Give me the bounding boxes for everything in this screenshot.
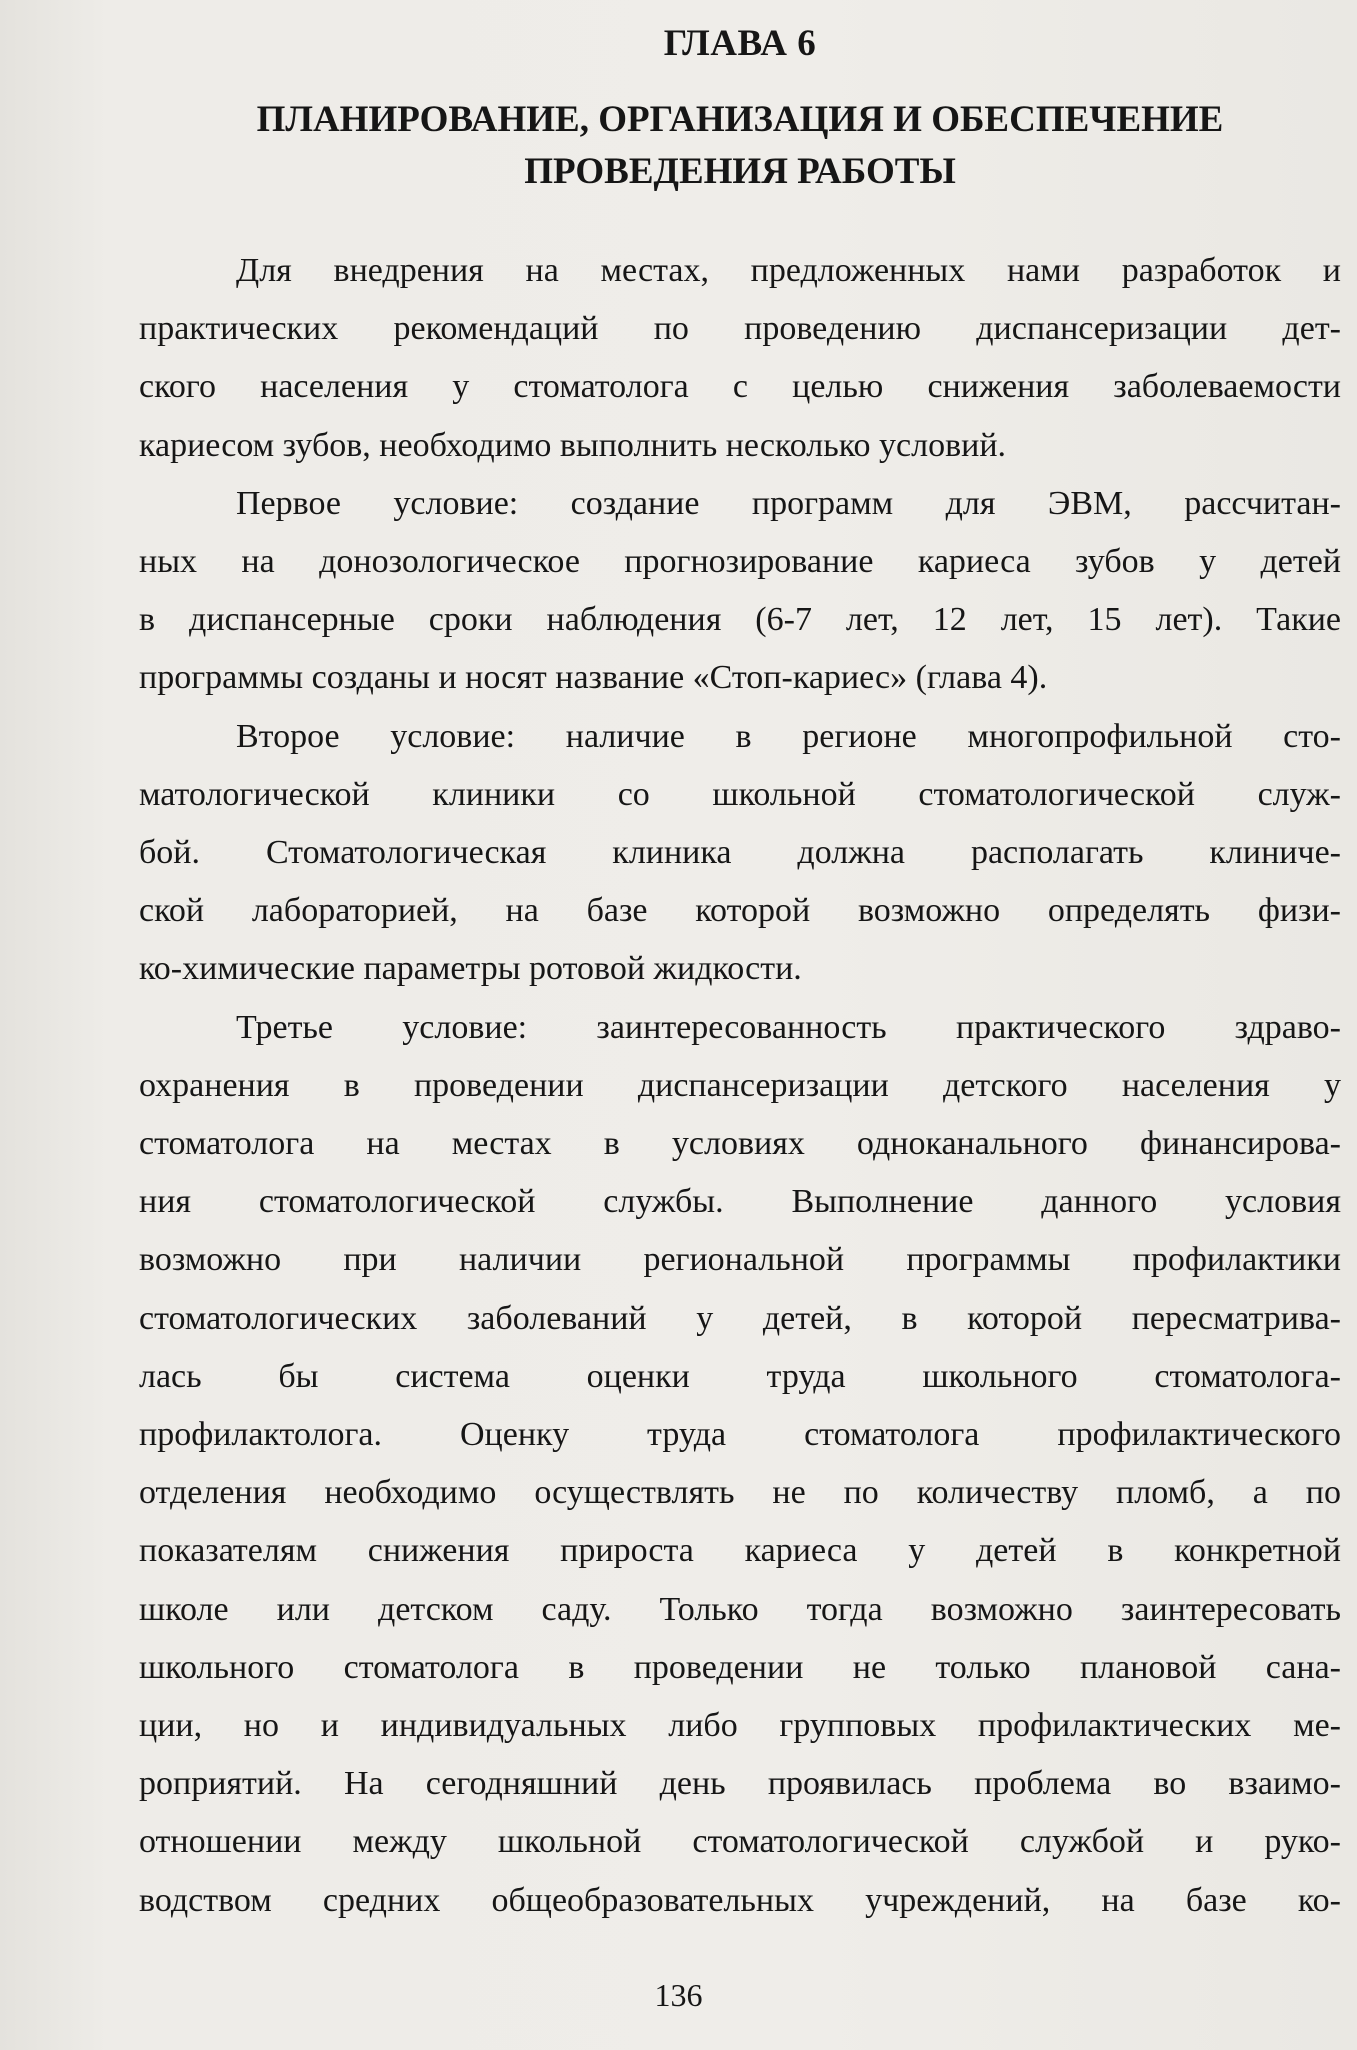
text-line: стоматолога на местах в условиях одноканального финансирова- [139, 1125, 1341, 1163]
text-line: стоматологических заболеваний у детей, в которой пересматрива- [139, 1299, 1341, 1337]
text-line: практических рекомендаций по проведению диспансеризации дет- [139, 310, 1341, 348]
paragraph-4 [139, 999, 1341, 1930]
chapter-number: ГЛАВА 6 [663, 23, 817, 64]
text-line: программы созданы и носят название «Стоп-кариес» (глава 4). [139, 659, 1048, 697]
text-line: отделения необходимо осуществлять не по количеству пломб, а по [139, 1474, 1341, 1512]
page-number: 136 [654, 1977, 703, 2013]
text-line: возможно при наличии региональной программы профилактики [139, 1241, 1341, 1279]
paragraph-2 [139, 475, 1341, 708]
text-line: ции, но и индивидуальных либо групповых профилактических ме- [139, 1707, 1341, 1745]
text-line: матологической клиники со школьной стоматологической служ- [139, 775, 1341, 813]
text-line: Для внедрения на местах, предложенных нами разработок и [236, 252, 1341, 289]
text-line: Второе условие: наличие в регионе многопрофильной сто- [236, 717, 1341, 755]
text-line: водством средних общеобразовательных учреждений, на базе ко- [139, 1881, 1341, 1919]
text-line: лась бы система оценки труда школьного стоматолога- [139, 1357, 1341, 1395]
text-line: кариесом зубов, необходимо выполнить несколько условий. [139, 426, 1007, 464]
text-line: роприятий. На сегодняшний день проявилась проблема во взаимо- [139, 1765, 1341, 1803]
paragraph-1 [139, 242, 1341, 475]
chapter-title-line: ПЛАНИРОВАНИЕ, ОРГАНИЗАЦИЯ И ОБЕСПЕЧЕНИЕ [256, 99, 1224, 140]
text-line: ных на донозологическое прогнозирование кариеса зубов у детей [139, 543, 1341, 581]
text-line: отношении между школьной стоматологической службой и руко- [139, 1823, 1341, 1861]
text-line: профилактолога. Оценку труда стоматолога профилактического [139, 1416, 1341, 1454]
paragraph-3 [139, 708, 1341, 999]
text-line: школе или детском саду. Только тогда возможно заинтересовать [139, 1590, 1341, 1628]
text-line: в диспансерные сроки наблюдения (6-7 лет, 12 лет, 15 лет). Такие [139, 601, 1341, 639]
text-line: ния стоматологической службы. Выполнение данного условия [139, 1183, 1341, 1221]
text-line: охранения в проведении диспансеризации детского населения у [139, 1066, 1341, 1104]
text-line: ко-химические параметры ротовой жидкости. [139, 950, 802, 988]
text-line: Третье условие: заинтересованность практического здраво- [236, 1008, 1341, 1046]
text-line: бой. Стоматологическая клиника должна располагать клиниче- [139, 834, 1341, 872]
text-line: ского населения у стоматолога с целью снижения заболеваемости [139, 368, 1341, 406]
chapter-title-line: ПРОВЕДЕНИЯ РАБОТЫ [524, 151, 956, 192]
text-line: показателям снижения прироста кариеса у детей в конкретной [139, 1532, 1341, 1570]
text-line: школьного стоматолога в проведении не только плановой сана- [139, 1648, 1341, 1686]
text-line: Первое условие: создание программ для ЭВМ, рассчитан- [236, 484, 1341, 522]
page-content [139, 22, 1341, 1930]
chapter-title [139, 94, 1341, 198]
text-line: ской лабораторией, на базе которой возможно определять физи- [139, 892, 1341, 930]
